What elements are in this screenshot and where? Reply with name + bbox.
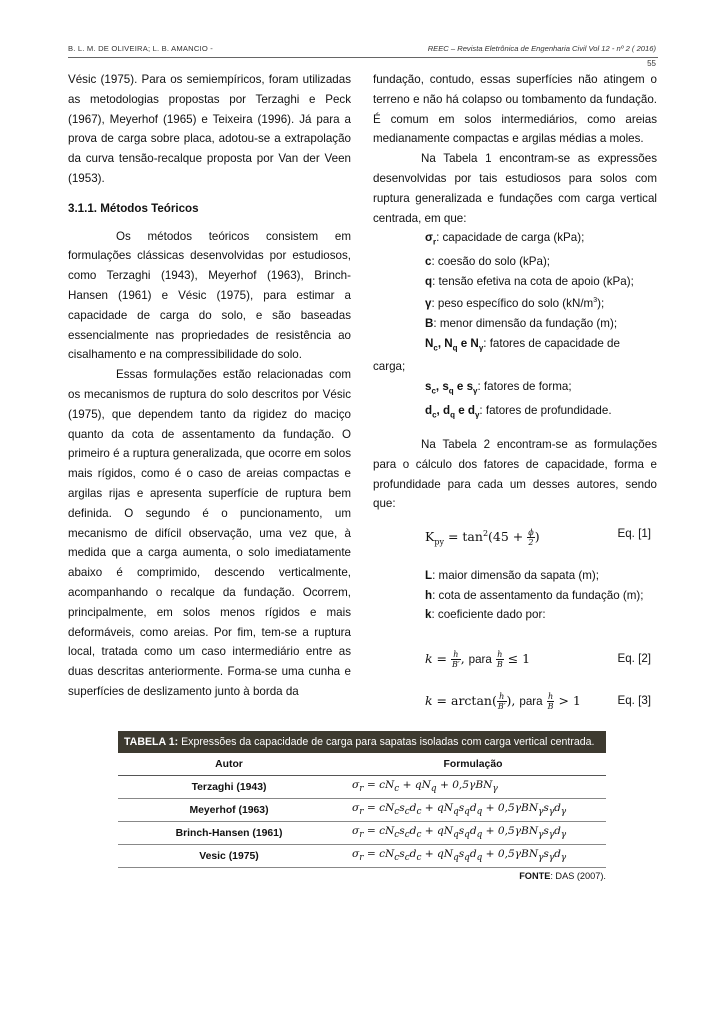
def-h: h: cota de assentamento da fundação (m); xyxy=(425,588,644,602)
section-heading: 3.1.1. Métodos Teóricos xyxy=(68,201,199,215)
def-shape-factors: $s_c$, $s_q$ e $s_\gamma$: fatores de forma; xyxy=(425,380,572,396)
col-author: Autor xyxy=(118,753,340,776)
def-l: L: maior dimensão da sapata (m); xyxy=(425,569,599,583)
left-paragraph-3: Essas formulações estão relacionadas com os mecanismos de ruptura do solo descritos por Vésic (1975), que dependem tanto da rigidez do maciço quanto da cota de assentamento da fundação. O primeiro é a ruptura generalizada, que ocorre em solos mais rígidos, como é o caso de areias compactas e argilas rijas e apresenta superfície de ruptura bem definida. O segundo é o puncionamento, um mecanismo de difícil observação, uma vez que, à medida que a carga aumenta, o solo imediatamente abaixo é comprimido, descendo verticalmente, acompanhando o recalque da fundação. Ocorrem, principalmente, em solos menos rígidos e mais deformáveis, como areias. Por fim, tem-se a ruptura local, tratada como um caso intermediário entre as duas descritas anteriormente. Forma-se uma cunha e superfícies de deslizamento junto à borda da xyxy=(68,368,351,698)
def-sigma: $\sigma_r$: capacidade de carga (kPa); xyxy=(425,231,585,247)
equation-3: k = arctan( $\frac{h}{B'}$ ), para $\frac{h}{B}$ > 1 Eq. [3] xyxy=(425,692,651,711)
equation-1: $K_{py} = \tan^2(45$ + $\frac{\phi}{2}$ ) Eq. [1] xyxy=(373,518,657,552)
col-formula: Formulação xyxy=(340,753,606,776)
factor-definitions xyxy=(373,377,657,425)
def-depth-factors: $d_c$, $d_q$ e $d_\gamma$: fatores de profundidade. xyxy=(425,404,612,420)
symbol-definitions-2 xyxy=(373,566,657,625)
equation-2: k = $\frac{h}{B'}$ , para $\frac{h}{B}$ ≤ 1 Eq. [2] xyxy=(425,650,651,669)
table-row: Terzaghi (1943) $\sigma_r = cN_c + qN_q + 0,5\gamma BN_\gamma$ xyxy=(118,776,606,799)
left-column xyxy=(68,70,351,702)
right-column xyxy=(373,70,657,723)
left-paragraph-1: Vésic (1975). Para os semiempíricos, foram utilizadas as metodologias propostas por Terzaghi e Peck (1967), Meyerhof (1965) e Teixeira (1996). Já para a prova de carga sobre placa, adotou-se a extrapolação da curva tensão-recalque proposta por Van der Veen (1953). xyxy=(68,73,351,185)
page-number: 55 xyxy=(647,59,656,68)
def-n-continuation: carga; xyxy=(373,360,406,374)
table-row: Vesic (1975) $\sigma_r = cN_cs_cd_c + qN_qs_qd_q + 0,5\gamma BN_\gamma s_\gamma d_\gamma$ xyxy=(118,845,606,868)
header-journal: REEC – Revista Eletrônica de Engenharia Civil Vol 12 - nº 2 ( 2016) xyxy=(427,44,656,53)
def-k: k: coeficiente dado por: xyxy=(425,608,546,622)
table-row: Meyerhof (1963) $\sigma_r = cN_cs_cd_c + qN_qs_qd_q + 0,5\gamma BN_\gamma s_\gamma d_\gamma$ xyxy=(118,799,606,822)
symbol-definitions xyxy=(373,228,657,357)
right-paragraph-3: Na Tabela 2 encontram-se as formulações para o cálculo dos fatores de capacidade, forma e profundidade para cada um desses autores, sendo que: xyxy=(373,438,657,511)
right-paragraph-2: Na Tabela 1 encontram-se as expressões desenvolvidas por tais estudiosos para solos com ruptura generalizada e fundações com carga vertical centrada, em que: xyxy=(373,152,657,225)
table-1 xyxy=(118,731,606,881)
def-c: c: coesão do solo (kPa); xyxy=(425,255,551,269)
table-title: TABELA 1: Expressões da capacidade de carga para sapatas isoladas com carga vertical centrada. xyxy=(118,731,606,753)
equation-2-label: Eq. [2] xyxy=(617,652,651,665)
left-paragraph-2: Os métodos teóricos consistem em formulações clássicas desenvolvidas por estudiosos, como Terzaghi (1943), Meyerhof (1963), Brinch-Hansen (1961) e Vésic (1975), para estimar a capacidade de carga do solo, e são baseadas essencialmente nas propriedades de resistência ao cisalhamento e na compressibilidade do solo. xyxy=(68,229,351,362)
def-n-factors: $N_c$, $N_q$ e $N_\gamma$: fatores de capacidade de xyxy=(425,336,620,352)
equation-1-label: Eq. [1] xyxy=(617,527,651,541)
header-rule xyxy=(68,57,658,58)
running-header xyxy=(68,44,656,58)
table-header-row xyxy=(118,753,606,776)
right-paragraph-1: fundação, contudo, essas superfícies não atingem o terreno e não há colapso ou tombamento da fundação. É comum em solos intermediários, como areias medianamente compactas e argilas médias a moles. xyxy=(373,73,657,146)
capacity-table xyxy=(118,753,606,868)
def-gamma: γ: peso específico do solo $(kN/m^3)$; xyxy=(425,297,605,311)
equation-3-label: Eq. [3] xyxy=(617,694,651,707)
def-q: q: tensão efetiva na cota de apoio (kPa); xyxy=(425,274,634,288)
table-row: Brinch-Hansen (1961) $\sigma_r = cN_cs_cd_c + qN_qs_qd_q + 0,5\gamma BN_\gamma s_\gamma d_\gamma$ xyxy=(118,822,606,845)
def-b: B: menor dimensão da fundação (m); xyxy=(425,316,618,330)
header-authors: B. L. M. DE OLIVEIRA; L. B. AMANCIO - xyxy=(68,44,213,53)
table-source: FONTE: DAS (2007). xyxy=(519,871,606,881)
